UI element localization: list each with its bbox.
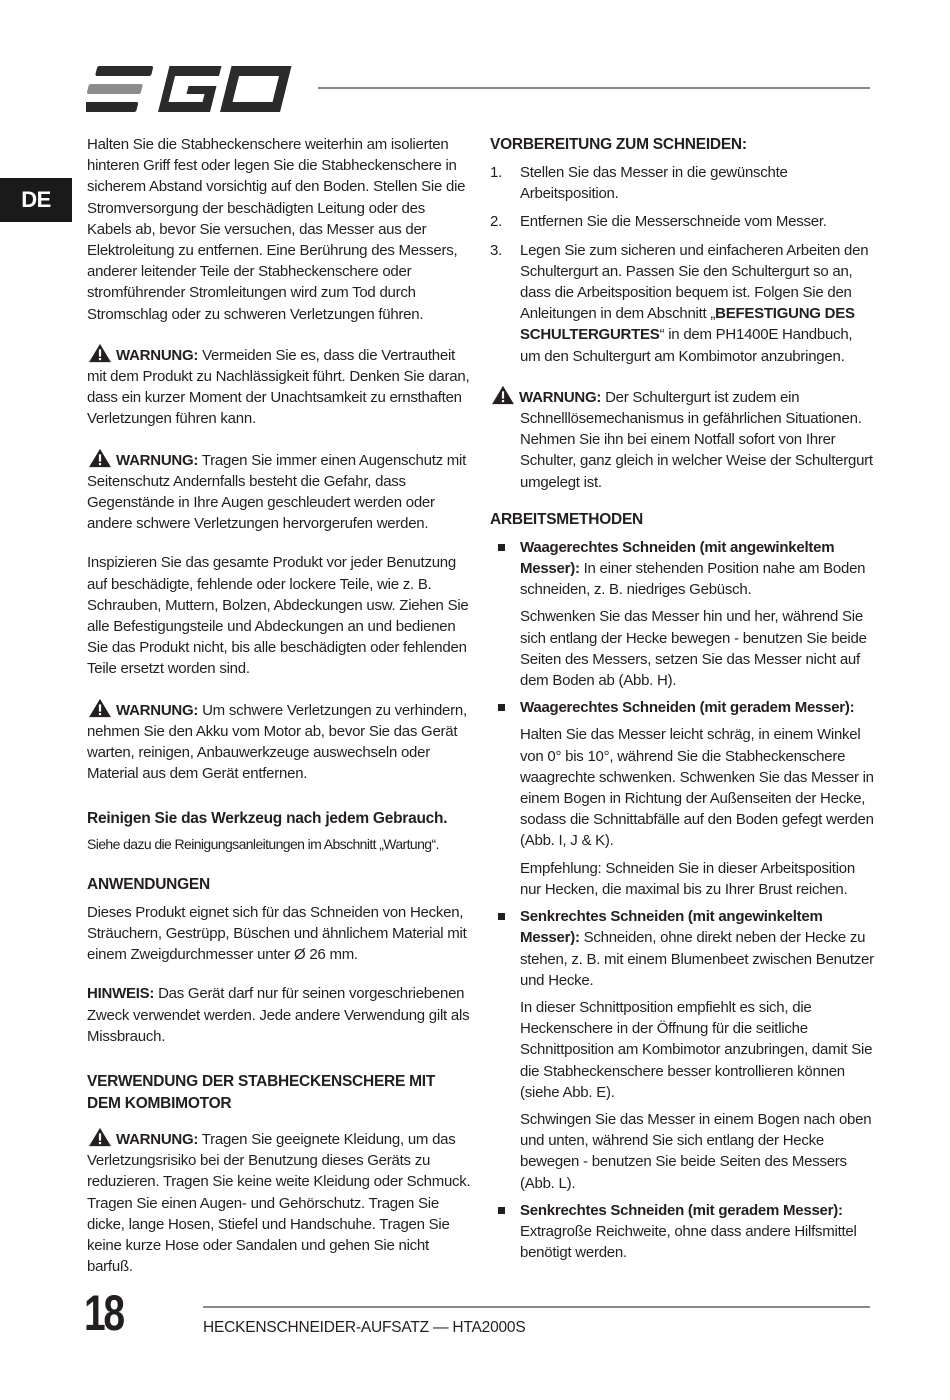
- method-text: Extragroße Reichweite, ohne dass andere Hilfsmittel benötigt werden.: [520, 1222, 857, 1262]
- page-number: 18: [84, 1285, 123, 1341]
- warning-shoulder-strap: [490, 385, 875, 493]
- ego-logo: [86, 64, 298, 114]
- footer-rule: [203, 1306, 870, 1308]
- step-text: Stellen Sie das Messer in die gewünschte Arbeitsposition.: [520, 164, 788, 203]
- warning-clothing: [87, 1127, 472, 1277]
- intro-paragraph: Halten Sie die Stabheckenschere weiterhin am isolierten hinteren Griff fest oder legen Sie die Stabheckenschere in sicherem Abstand vorsichtig auf den Boden. Stellen Sie die Stromversorgung der beschädigten Leitung oder des Kabels ab, bevor Sie versuchen, das Messer aus der Elektroleitung zu entfernen. Eine Berührung des Messers, anderer leitender Teile der Stabheckenschere oder stromführender Stromleitungen wird zum Tod durch Stromschlag oder zu schweren Verletzungen führen.: [87, 136, 466, 323]
- step-text: Entfernen Sie die Messerschneide vom Messer.: [520, 213, 827, 231]
- warning-label: WARNUNG:: [116, 451, 199, 469]
- method-title: Senkrechtes Schneiden (mit geradem Messer):: [520, 1201, 843, 1219]
- bullet-square-icon: [498, 913, 505, 920]
- method-subtext: Empfehlung: Schneiden Sie in dieser Arbeitsposition nur Hecken, die maximal bis zu Ihrer Brust reichen.: [520, 859, 855, 898]
- warning-triangle-icon: [87, 343, 113, 363]
- method-subtext: In dieser Schnittposition empfiehlt es sich, die Heckenschere in der Öffnung für die seitliche Schnittposition am Kombimotor anzubringen, damit Sie die Stabheckenschere besser kontrollieren können (siehe Abb. E).: [520, 998, 873, 1101]
- step-item: [490, 162, 875, 204]
- notice-paragraph: [87, 983, 472, 1047]
- method-item: [490, 537, 875, 601]
- step-item: [490, 240, 875, 367]
- prep-steps: [490, 162, 875, 367]
- warning-label: WARNUNG:: [519, 388, 602, 406]
- warning-eye-protection: [87, 448, 472, 535]
- method-item: [490, 697, 875, 718]
- language-tab: DE: [0, 178, 72, 222]
- methods-heading: ARBEITSMETHODEN: [490, 510, 643, 528]
- method-item: [490, 1200, 875, 1264]
- method-subtext: Schwenken Sie das Messer hin und her, während Sie sich entlang der Hecke bewegen - benutzen Sie beide Seiten des Messers, setzen Sie das Messer nicht auf dem Boden ab (Abb. H).: [520, 608, 867, 690]
- warning-familiarity: [87, 343, 472, 430]
- method-subtext: Halten Sie das Messer leicht schräg, in einem Winkel von 0° bis 10°, während Sie die Stabheckenschere waagrechte schwenken. Schwenken Sie das Messer in einem Bogen in Richtung der Außenseiten der Hecke, sodass die Schnittabfälle auf den Boden gefegt werden (Abb. I, J & K).: [520, 726, 874, 850]
- step-text-pre: Legen Sie zum sicheren und einfacheren Arbeiten den Schultergurt an. Passen Sie den Schultergurt so an, dass die Arbeitsposition bequem ist. Folgen Sie den Anleitungen in dem Abschnitt „: [520, 241, 869, 323]
- warning-triangle-icon: [87, 448, 113, 468]
- clean-note: Siehe dazu die Reinigungsanleitungen im Abschnitt „Wartung“.: [87, 836, 439, 853]
- bullet-square-icon: [498, 704, 505, 711]
- method-title: Waagerechtes Schneiden (mit geradem Messer):: [520, 699, 855, 717]
- notice-text: Das Gerät darf nur für seinen vorgeschriebenen Zweck verwendet werden. Jede andere Verwendung gilt als Missbrauch.: [87, 985, 470, 1045]
- bullet-square-icon: [498, 544, 505, 551]
- method-item: [490, 906, 875, 991]
- warning-triangle-icon: [87, 698, 113, 718]
- bullet-square-icon: [498, 1207, 505, 1214]
- step-number: 2.: [490, 213, 503, 231]
- prep-heading: VORBEREITUNG ZUM SCHNEIDEN:: [490, 136, 747, 153]
- inspect-paragraph: Inspizieren Sie das gesamte Produkt vor jeder Benutzung auf beschädigte, fehlende oder lockere Teile, wie z. B. Schrauben, Muttern, Bolzen, Abdeckungen usw. Ziehen Sie alle Befestigungsteile und Abdeckungen an und bedienen Sie das Produkt nicht, bis alle beschädigten oder fehlenden Teile ersetzt worden sind.: [87, 554, 469, 678]
- warning-text: Tragen Sie immer einen Augenschutz mit Seitenschutz Andernfalls besteht die Gefahr, dass Gegenstände in Ihre Augen geschleudert werden oder andere schwere Verletzungen hervorgerufen werden.: [87, 451, 467, 533]
- applications-text: Dieses Produkt eignet sich für das Schneiden von Hecken, Sträuchern, Gestrüpp, Büschen und ähnlichem Material mit einem Zweigdurchmesser unter Ø 26 mm.: [87, 903, 467, 964]
- method-title: Senkrechtes Schneiden (mit angewinkeltem Messer):: [520, 908, 823, 947]
- usage-heading: VERWENDUNG DER STABHECKENSCHERE MIT DEM KOMBIMOTOR: [87, 1072, 436, 1112]
- method-title: Waagerechtes Schneiden (mit angewinkeltem Messer):: [520, 538, 835, 578]
- notice-label: HINWEIS:: [87, 985, 155, 1003]
- warning-label: WARNUNG:: [116, 1130, 199, 1148]
- warning-triangle-icon: [490, 385, 516, 405]
- warning-text: Vermeiden Sie es, dass die Vertrautheit mit dem Produkt zu Nachlässigkeit führt. Denken Sie daran, dass ein kurzer Moment der Unachtsamkeit zu ernsthaften Verletzungen führen kann.: [87, 346, 470, 428]
- warning-label: WARNUNG:: [116, 701, 199, 719]
- method-subtext: Schwingen Sie das Messer in einem Bogen nach oben und unten, während Sie sich entlang der Hecke bewegen - benutzen Sie beide Seiten des Messers (Abb. L).: [520, 1110, 872, 1192]
- warning-text: Tragen Sie geeignete Kleidung, um das Verletzungsrisiko bei der Benutzung dieses Geräts zu reduzieren. Tragen Sie keine weite Kleidung oder Schmuck. Tragen Sie einen Augen- und Gehörschutz. Tragen Sie dicke, lange Hosen, Stiefel und Handschuhe. Tragen Sie keine kurze Hose oder Sandalen und gehen Sie nicht barfuß.: [87, 1130, 471, 1276]
- warning-triangle-icon: [87, 1127, 113, 1147]
- header-rule: [318, 87, 870, 89]
- step-number: 3.: [490, 241, 503, 259]
- step-number: 1.: [490, 164, 503, 181]
- right-column: [490, 134, 875, 1263]
- warning-battery: [87, 698, 472, 785]
- method-text: Schneiden, ohne direkt neben der Hecke zu stehen, z. B. mit einem Blumenbeet zwischen Benutzer und Hecke.: [520, 929, 874, 989]
- left-column: [87, 134, 472, 1277]
- warning-text: Um schwere Verletzungen zu verhindern, nehmen Sie den Akku vom Motor ab, bevor Sie das Gerät warten, reinigen, Anbauwerkzeuge auswechseln oder Material aus dem Gerät entfernen.: [87, 701, 467, 783]
- step-item: [490, 211, 875, 232]
- warning-label: WARNUNG:: [116, 346, 199, 364]
- applications-heading: ANWENDUNGEN: [87, 875, 210, 893]
- step-text-post: “ in dem PH1400E Handbuch, um den Schultergurt am Kombimotor anzubringen.: [520, 326, 853, 365]
- step-text-bold: BEFESTIGUNG DES SCHULTERGURTES: [520, 305, 855, 344]
- warning-text: Der Schultergurt ist zudem ein Schnelllösemechanismus in gefährlichen Situationen. Nehmen Sie ihn bei einem Notfall sofort von Ihrer Schulter, ganz gleich in welcher Weise der Schultergurt umgelegt ist.: [520, 388, 873, 491]
- clean-heading: Reinigen Sie das Werkzeug nach jedem Gebrauch.: [87, 810, 448, 828]
- footer-title: HECKENSCHNEIDER-AUFSATZ — HTA2000S: [203, 1319, 526, 1336]
- method-text: In einer stehenden Position nahe am Boden schneiden, z. B. niedriges Gebüsch.: [520, 560, 866, 599]
